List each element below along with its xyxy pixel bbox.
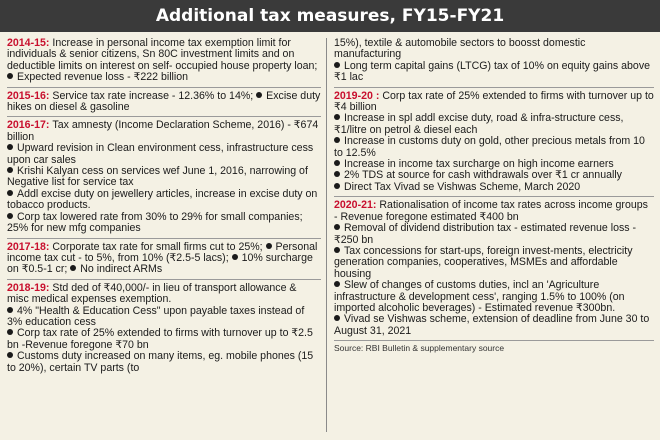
section-text: Corporate tax rate for small firms cut to 25%; xyxy=(52,240,263,253)
bullet-item: Direct Tax Vivad se Vishwas Scheme, March 2020 xyxy=(334,182,654,193)
bullet-item: Tax concessions for start-ups, foreign invest-ments, electricity generation companies, cooperatives, MSMEs and affordable housing xyxy=(334,246,654,280)
year-label: 2016-17: xyxy=(7,119,50,132)
bullet-item: No indirect ARMs xyxy=(70,263,162,275)
section-2018-19-continued xyxy=(334,38,654,84)
left-column xyxy=(7,38,321,434)
section-2016-17 xyxy=(7,116,321,234)
bullet-item: Slew of changes of customs duties, incl an 'Agriculture infrastructure & development cess', ranging 1.5% to 100% (on imported alcoholic beverages) - Estimated revenue ₹300bn. xyxy=(334,280,654,314)
bullet-item: Increase in spl addl excise duty, road & infra-structure cess, ₹1/litre on petrol & diesel each xyxy=(334,113,654,136)
section-2019-20 xyxy=(334,87,654,194)
bullet-item: Long term capital gains (LTCG) tax of 10% on equity gains above ₹1 lac xyxy=(334,61,654,84)
bullet-item: Personal income tax cut - to 5%, from 10% (₹2.5-5 lacs); xyxy=(7,240,318,264)
bullet-item: 2% TDS at source for cash withdrawals over ₹1 cr annually xyxy=(334,170,654,181)
source-note: Source: RBI Bulletin & supplementary source xyxy=(334,340,654,353)
section-2014-15 xyxy=(7,38,321,84)
bullet-item: Customs duty increased on many items, eg. mobile phones (15 to 20%), certain TV parts (to xyxy=(7,351,321,374)
section-text: Std ded of ₹40,000/- in lieu of transport allowance & misc medical expenses exemption. xyxy=(7,281,297,306)
section-2018-19 xyxy=(7,279,321,374)
year-label: 2017-18: xyxy=(7,240,50,253)
right-column xyxy=(334,38,654,434)
bullet-item: Excise duty hikes on diesel & gasoline xyxy=(7,89,321,114)
section-text: Increase in personal income tax exemption limit for individuals & senior citizens, Sn 80C investment limits and on deductible limits on interest on self- occupied house property loan; xyxy=(7,38,318,72)
section-text: Corp tax rate of 25% extended to firms with turnover up to ₹4 billion xyxy=(334,89,654,114)
bullet-item: Corp tax rate of 25% extended to firms with turnover up to ₹2.5 bn -Revenue foregone ₹70 bn xyxy=(7,328,321,351)
bullet-item: Increase in income tax surcharge on high income earners xyxy=(334,159,654,170)
year-label: 2020-21: xyxy=(334,199,377,212)
bullet-item: Corp tax lowered rate from 30% to 29% for small companies; 25% for new mfg companies xyxy=(7,212,321,235)
section-2017-18 xyxy=(7,238,321,276)
bullet-item: Addl excise duty on jewellery articles, increase in excise duty on tobacco products. xyxy=(7,189,321,212)
year-label: 2019-20 : xyxy=(334,89,380,102)
bullet-item: Vivad se Vishwas scheme, extension of deadline from June 30 to August 31, 2021 xyxy=(334,314,654,337)
bullet-item: 4% "Health & Education Cess" upon payable taxes instead of 3% education cess xyxy=(7,306,321,329)
section-text: Rationalisation of income tax rates across income groups - Revenue foregone estimated ₹400 bn xyxy=(334,199,648,223)
column-divider xyxy=(326,38,327,432)
bullet-item: Expected revenue loss - ₹222 billion xyxy=(7,72,321,83)
year-label: 2014-15: xyxy=(7,38,50,49)
section-text: Service tax rate increase - 12.36% to 14%; xyxy=(52,89,254,102)
section-text: 15%), textile & automobile sectors to boosst domestic manufacturing xyxy=(334,38,586,61)
bullet-item: Increase in customs duty on gold, other precious metals from 10 to 12.5% xyxy=(334,136,654,159)
page-title: Additional tax measures, FY15-FY21 xyxy=(0,0,660,32)
year-label: 2018-19: xyxy=(7,281,50,294)
section-2020-21 xyxy=(334,196,654,337)
bullet-item: Upward revision in Clean environment cess, infrastructure cess upon car sales xyxy=(7,143,321,166)
bullet-item: Removal of dividend distribution tax - estimated revenue loss - ₹250 bn xyxy=(334,223,654,246)
year-label: 2015-16: xyxy=(7,89,50,102)
section-2015-16 xyxy=(7,87,321,114)
bullet-item: 10% surcharge on ₹0.5-1 cr; xyxy=(7,251,313,276)
bullet-item: Krishi Kalyan cess on services wef June 1, 2016, narrowing of Negative list for service tax xyxy=(7,166,321,189)
section-text: Tax amnesty (Income Declaration Scheme, 2016) - ₹674 billion xyxy=(7,119,319,143)
